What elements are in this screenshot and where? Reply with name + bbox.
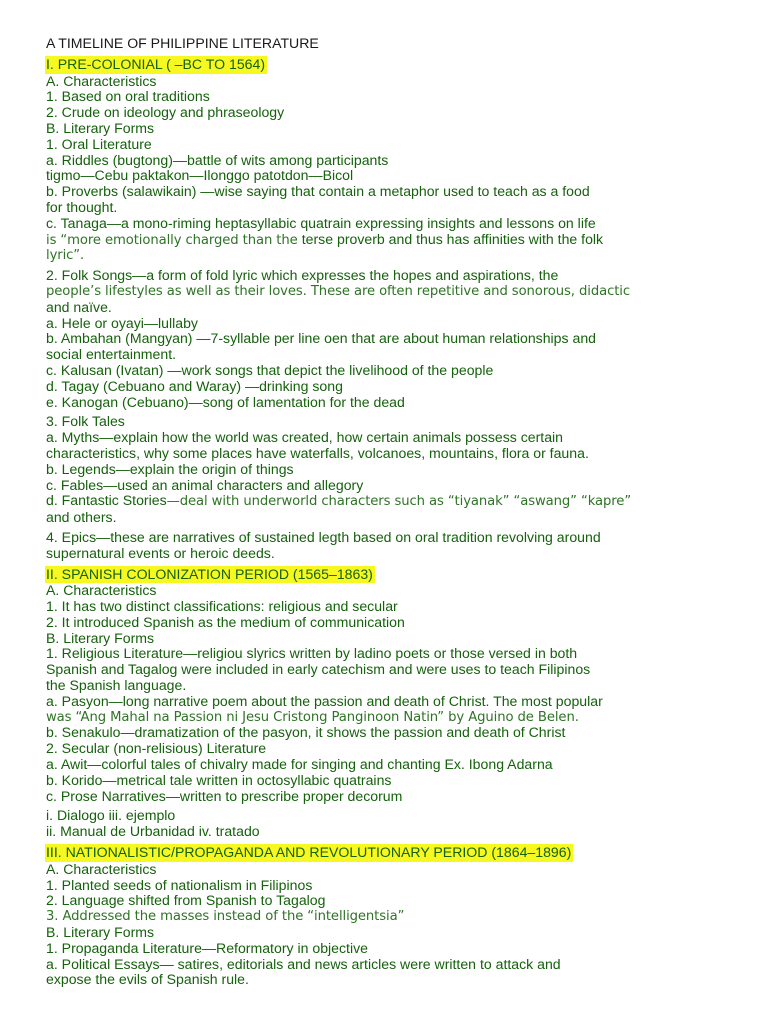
text-line: e. Kanogan (Cebuano)—song of lamentation for the dead [46, 393, 405, 410]
section-heading [46, 56, 726, 74]
text-line: A. Characteristics [46, 72, 157, 89]
section-nationalistic-period [46, 844, 726, 988]
text-line: A. Characteristics [46, 860, 157, 877]
highlighted-heading: III. NATIONALISTIC/PROPAGANDA AND REVOLUTIONARY PERIOD (1864–1896) [46, 844, 572, 861]
text-line: supernatural events or heroic deeds. [46, 544, 275, 561]
text-line: 1. Based on oral traditions [46, 88, 210, 105]
text-line: c. Kalusan (Ivatan) —work songs that depict the livelihood of the people [46, 361, 494, 378]
text-line: 4. Epics—these are narratives of sustained legth based on oral tradition revolving around [46, 528, 601, 545]
text-line: B. Literary Forms [46, 119, 155, 136]
highlighted-heading: II. SPANISH COLONIZATION PERIOD (1565–1863) [46, 565, 373, 582]
text-line: a. Myths—explain how the world was created, how certain animals possess certain [46, 429, 564, 446]
text-line: and naïve. [46, 298, 112, 315]
text-line: Spanish and Tagalog were included in early catechism and were uses to teach Filipinos [46, 661, 591, 678]
text-line: tigmo—Cebu paktakon—Ilonggo patotdon—Bicol [46, 167, 354, 184]
text-line: and others. [46, 509, 117, 526]
text-line: c. Prose Narratives—written to prescribe proper decorum [46, 787, 403, 804]
document-title: A TIMELINE OF PHILIPPINE LITERATURE [46, 35, 319, 51]
text-line: 1. Oral Literature [46, 135, 152, 152]
text-line: 1. Planted seeds of nationalism in Filipinos [46, 876, 313, 893]
text-line: for thought. [46, 198, 118, 215]
text-line: 1. Propaganda Literature—Reformatory in objective [46, 939, 368, 956]
text-line: a. Political Essays— satires, editorials and news articles were written to attack and [46, 955, 561, 972]
text-line: c. Tanaga—a mono-riming heptasyllabic quatrain expressing insights and lessons on life [46, 214, 596, 231]
text-line: c. Fables—used an animal characters and allegory [46, 476, 364, 493]
text-line: a. Awit—colorful tales of chivalry made for singing and chanting Ex. Ibong Adarna [46, 756, 553, 773]
text-line: B. Literary Forms [46, 924, 155, 941]
text-line [46, 493, 726, 510]
text-line: was “Ang Mahal na Passion ni Jesu Cristong Panginoon Natin” by Aguino de Belen. [46, 709, 579, 725]
text-line: ii. Manual de Urbanidad iv. tratado [46, 823, 260, 840]
text-line: a. Hele or oyayi—lullaby [46, 314, 198, 331]
text-line: social entertainment. [46, 346, 177, 363]
text-line: i. Dialogo iii. ejemplo [46, 807, 176, 824]
text-line: 2. Language shifted from Spanish to Tagalog [46, 892, 326, 909]
text-line: b. Ambahan (Mangyan) —7-syllable per line oen that are about human relationships and [46, 330, 596, 347]
text-line: 2. Crude on ideology and phraseology [46, 104, 285, 121]
text-line: b. Proverbs (salawikain) —wise saying that contain a metaphor used to teach as a food [46, 183, 590, 200]
text-line: 2. Folk Songs—a form of fold lyric which expresses the hopes and aspirations, the [46, 267, 559, 284]
text-run: d. Fantastic Stories [46, 492, 167, 509]
text-line: 1. Religious Literature—religiou slyrics written by ladino poets or those versed in both [46, 645, 578, 662]
text-line: 3. Folk Tales [46, 413, 125, 430]
text-run: —deal with underworld characters such as “tiyanak” “aswang” “kapre” [166, 494, 632, 510]
text-line: 3. Addressed the masses instead of the “intelligentsia” [46, 909, 405, 925]
text-line: a. Riddles (bugtong)—battle of wits among participants [46, 151, 389, 168]
text-run: is “more emotionally charged than the [46, 232, 302, 248]
text-line: b. Legends—explain the origin of things [46, 460, 294, 477]
text-line: A. Characteristics [46, 582, 157, 599]
text-line: expose the evils of Spanish rule. [46, 971, 249, 988]
text-line: a. Pasyon—long narrative poem about the passion and death of Christ. The most popular [46, 692, 603, 709]
text-line: 2. It introduced Spanish as the medium of communication [46, 613, 405, 630]
text-line: b. Korido—metrical tale written in octosyllabic quatrains [46, 771, 392, 788]
text-line: people’s lifestyles as well as their loves. These are often repetitive and sonorous, didactic [46, 283, 631, 299]
text-line: lyric”. [46, 248, 85, 264]
text-line: characteristics, why some places have waterfalls, volcanoes, mountains, flora or fauna. [46, 444, 589, 461]
text-run: terse proverb and thus has affinities with the folk [301, 230, 604, 247]
text-line: b. Senakulo—dramatization of the pasyon, it shows the passion and death of Christ [46, 724, 566, 741]
highlighted-heading: I. PRE-COLONIAL ( –BC TO 1564) [46, 55, 266, 72]
section-spanish-colonization [46, 566, 726, 841]
text-line: 2. Secular (non-relisious) Literature [46, 740, 267, 757]
text-line: d. Tagay (Cebuano and Waray) —drinking song [46, 377, 343, 394]
document-body [46, 36, 726, 988]
section-heading [46, 566, 726, 584]
section-pre-colonial [46, 56, 726, 562]
text-line: B. Literary Forms [46, 629, 155, 646]
text-line [46, 232, 726, 249]
text-line: 1. It has two distinct classifications: religious and secular [46, 598, 398, 615]
section-heading [46, 844, 726, 862]
text-line: the Spanish language. [46, 677, 187, 694]
